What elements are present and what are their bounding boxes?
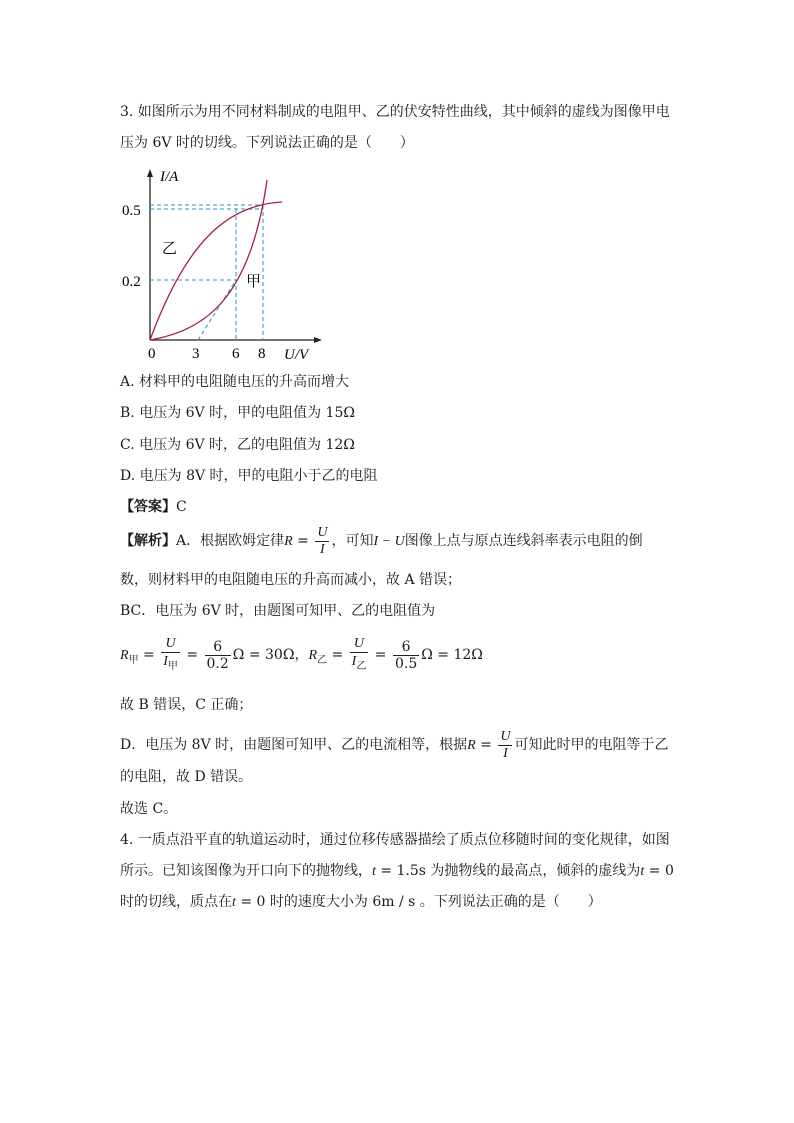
frac-6-02: $\frac{6}{0.2}$ [206, 638, 229, 672]
curve-jia [150, 180, 267, 340]
answer-value: C [176, 499, 187, 515]
iu-graph [110, 165, 330, 365]
x-tick-6: 6 [232, 346, 240, 362]
y-axis-arrow [147, 169, 153, 177]
frac-u-ijia: $\frac{U}{I_甲}$ [163, 635, 178, 672]
x-tick-3: 3 [192, 346, 200, 362]
resistance-equations: $R_甲$ = $\frac{U}{I_甲}$ = $\frac{6}{0.2}$ Ω = 30Ω，$R_乙$ = $\frac{U}{I_乙}$ = $\frac{6}{0.5}$ Ω = 12Ω [120, 633, 483, 683]
q3-stem-line1: 3. 如图所示为用不同材料制成的电阻甲、乙的伏安特性曲线，其中倾斜的虚线为图像甲电 [120, 104, 670, 120]
y-tick-02: 0.2 [122, 274, 141, 290]
frac-6-05: $\frac{6}{0.5}$ [394, 638, 418, 672]
analysis-a-intro: A．根据欧姆定律 [176, 533, 285, 549]
analysis-a-tail: 图像上点与原点连线斜率表示电阻的倒 [404, 533, 643, 549]
ohm-eq: = [292, 533, 314, 549]
curve-label-jia: 甲 [246, 274, 262, 290]
answer-tag: 【答案】 [120, 499, 176, 515]
final-choice: 故选 C。 [120, 801, 178, 817]
tangent-line [198, 280, 236, 340]
x-tick-8: 8 [258, 346, 266, 362]
analysis-bc-line: BC．电压为 6V 时，由题图可知甲、乙的电阻值为 [120, 603, 436, 619]
analysis-d-line1: D．电压为 8V 时，由题图可知甲、乙的电流相等，根据R = $\frac{U}{I}$ 可知此时甲的电阻等于乙 [120, 728, 669, 761]
ohm-r: R [284, 534, 293, 549]
curve-label-yi: 乙 [162, 241, 178, 257]
x-axis-label: U/V [284, 347, 309, 363]
option-d: D. 电压为 8V 时，甲的电阻小于乙的电阻 [120, 468, 378, 484]
iu-term: I − U [373, 534, 405, 549]
analysis-tag: 【解析】 [120, 533, 176, 549]
y-axis-label: I/A [160, 169, 179, 185]
analysis-a-line1 [120, 522, 643, 561]
y-tick-05: 0.5 [122, 203, 141, 219]
option-c: C. 电压为 6V 时，乙的电阻值为 12Ω [120, 437, 355, 453]
ohm-fraction: $\frac{U}{I}$ [317, 524, 328, 557]
analysis-a-line2: 数，则材料甲的电阻随电压的升高而减小，故 A 错误； [120, 572, 462, 588]
ohm-fraction-d: $\frac{U}{I}$ [500, 728, 511, 761]
q3-stem-line2: 压为 6V 时的切线。下列说法正确的是（ ） [120, 135, 414, 151]
frac-u-iyi: $\frac{U}{I_乙}$ [351, 635, 367, 672]
q4-line2: 所示。已知该图像为开口向下的抛物线，t = 1.5s 为抛物线的最高点，倾斜的虚线为t = 0 [120, 863, 674, 879]
option-b: B. 电压为 6V 时，甲的电阻值为 15Ω [120, 405, 355, 421]
option-a: A. 材料甲的电阻随电压的升高而增大 [120, 374, 350, 390]
analysis-b-conclusion: 故 B 错误，C 正确； [120, 697, 253, 713]
q4-line3: 时的切线，质点在t = 0 时的速度大小为 6m / s 。下列说法正确的是（ ） [120, 894, 602, 910]
analysis-a-mid: ，可知 [331, 533, 374, 549]
x-axis-arrow [314, 337, 322, 343]
q4-line1: 4. 一质点沿平直的轨道运动时，通过位移传感器描绘了质点位移随时间的变化规律，如图 [120, 832, 670, 848]
analysis-d-line2: 的电阻，故 D 错误。 [120, 769, 253, 785]
x-tick-0: 0 [148, 346, 156, 362]
curve-yi [150, 202, 282, 340]
answer-line [120, 497, 187, 517]
